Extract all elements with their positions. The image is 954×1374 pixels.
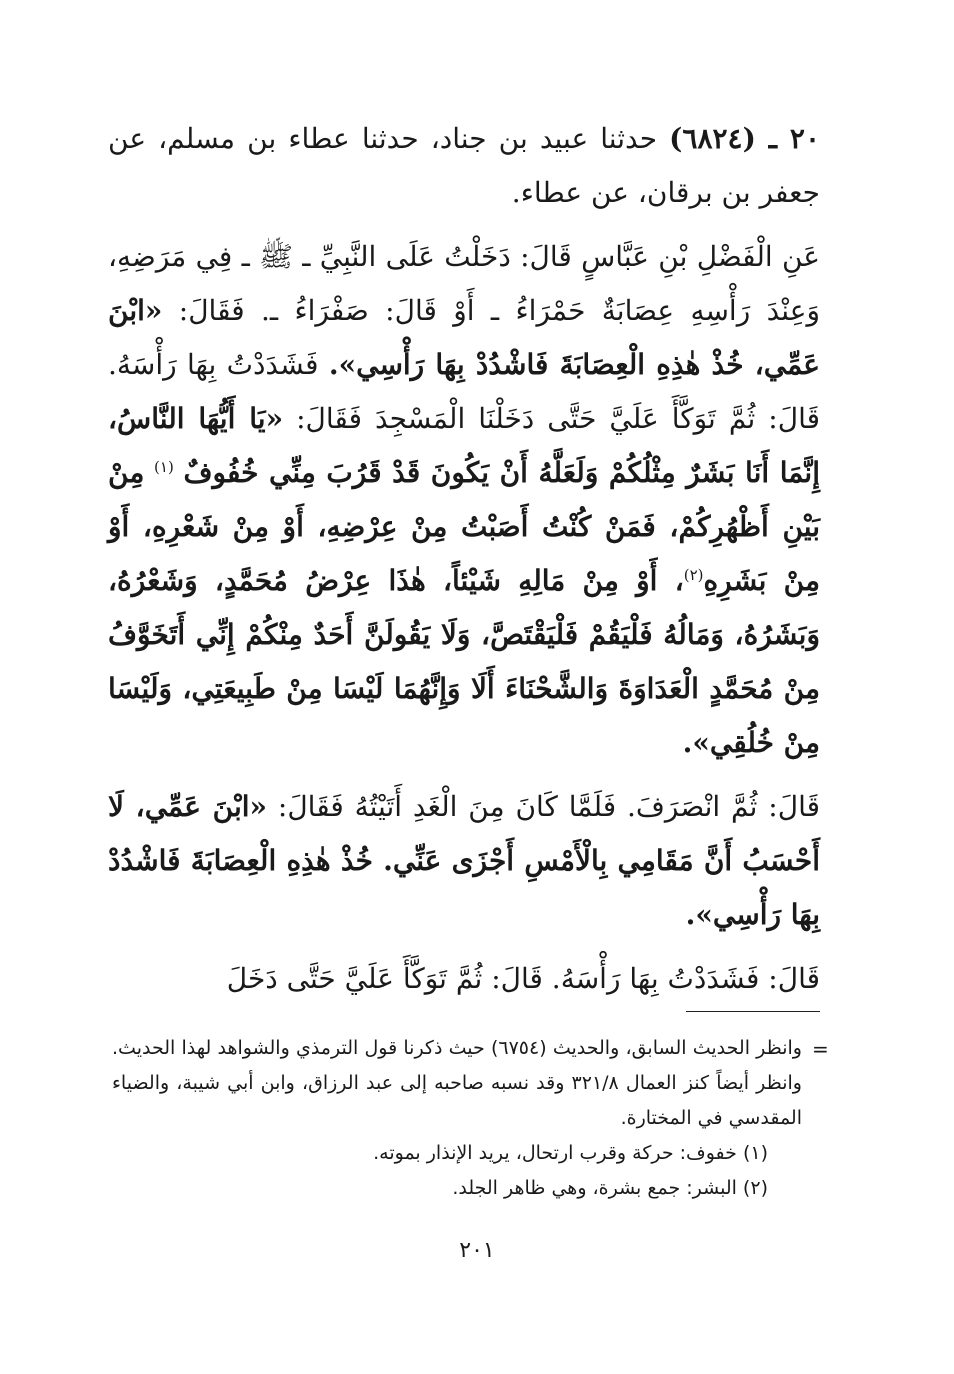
prophet-quote-1: «ابْنَ عَمِّي، خُذْ هٰذِهِ الْعِصَابَةَ فَاشْدُدْ بِهَا رَأْسِي». [108,294,821,381]
hadith-number: ٢٠ ـ (٦٨٢٤) [669,122,820,155]
prophet-quote-2c: ، أَوْ مِنْ مَالِهِ شَيْئاً، هٰذَا عِرْضُ مُحَمَّدٍ، وَشَعْرُهُ، وَبَشَرُهُ، وَمَالُهُ فَلْيَقُمْ فَلْيَقْتَصَّ، وَلَا يَقُولَنَّ أَحَدٌ مِنْكُمْ إِنِّي أَتَخَوَّفُ مِنْ مُحَمَّدٍ الْعَدَاوَةَ وَالشَّحْنَاءَ أَلَا وَإِنَّهُمَا لَيْسَا مِنْ طَبِيعَتِي، وَلَيْسَا مِنْ خُلُقِي». [108,564,820,759]
footnote-2: (٢) البشر: جمع بشرة، وهي ظاهر الجلد. [452,1177,768,1199]
hadith-header [108,112,820,220]
page-number: ٢٠١ [459,1238,495,1263]
narration-p2-intro: قَالَ: ثُمَّ انْصَرَفَ. فَلَمَّا كَانَ مِنَ الْغَدِ أَتَيْتُهُ فَقَالَ: [277,790,820,823]
narration-intro: عَنِ الْفَضْلِ بْنِ عَبَّاسٍ قَالَ: دَخَلْتُ عَلَى النَّبِيِّ ـ ﷺ ـ فِي مَرَضِهِ، وَعِنْدَ رَأْسِهِ عِصَابَةٌ حَمْرَاءُ ـ أَوْ قَالَ: صَفْرَاءُ ـ. فَقَالَ: [108,240,820,327]
footnote-1: (١) خفوف: حركة وقرب ارتحال، يريد الإنذار بموته. [373,1142,768,1164]
footnotes [112,1031,802,1206]
prophet-quote-3: «ابْنَ عَمِّي، لَا أَحْسَبُ أَنَّ مَقَامِي بِالْأَمْسِ أَجْزَى عَنِّي. خُذْ هٰذِهِ الْعِصَابَةَ فَاشْدُدْ بِهَا رَأْسِي». [108,790,820,931]
hadith-isnad: حدثنا عبيد بن جناد، حدثنا عطاء بن مسلم، عن جعفر بن برقان، عن عطاء. [108,122,820,209]
main-text [108,112,820,1006]
narration-paragraph-2 [108,780,820,942]
footnote-continuation: وانظر الحديث السابق، والحديث (٦٧٥٤) حيث ذكرنا قول الترمذي والشواهد لهذا الحديث. وانظر أيضاً كنز العمال ٣٢١/٨ وقد نسبه صاحبه إلى عبد الرزاق، وابن أبي شيبة، والضياء المقدسي في المختارة. [112,1037,802,1129]
footnote-separator [686,1011,820,1012]
narration-middle: فَشَدَدْتُ بِهَا رَأْسَهُ. قَالَ: ثُمَّ تَوَكَّأَ عَلَيَّ حَتَّى دَخَلْنَا الْمَسْجِدَ فَقَالَ: [108,348,821,435]
footnote-ref-1: (١) [154,458,174,476]
prophet-quote-2b: مِنْ بَيْنِ أَظْهُرِكُمْ، فَمَنْ كُنْتُ أَصَبْتُ مِنْ عِرْضِهِ، أَوْ مِنْ شَعْرِهِ، أَوْ مِنْ بَشَرِهِ [108,456,820,597]
footnote-ref-2: (٢) [683,566,704,584]
footnote-continuation-mark: = [812,1037,829,1061]
prophet-quote-2a: «يَا أَيُّهَا النَّاسُ، إِنَّمَا أَنَا بَشَرٌ مِثْلُكُمْ وَلَعَلَّهُ أَنْ يَكُونَ قَدْ قَرُبَ مِنِّي خُفُوفٌ [108,402,821,489]
narration-paragraph-3: قَالَ: فَشَدَدْتُ بِهَا رَأْسَهُ. قَالَ: ثُمَّ تَوَكَّأَ عَلَيَّ حَتَّى دَخَلَ [226,962,820,995]
narration-paragraph-1 [108,230,820,770]
